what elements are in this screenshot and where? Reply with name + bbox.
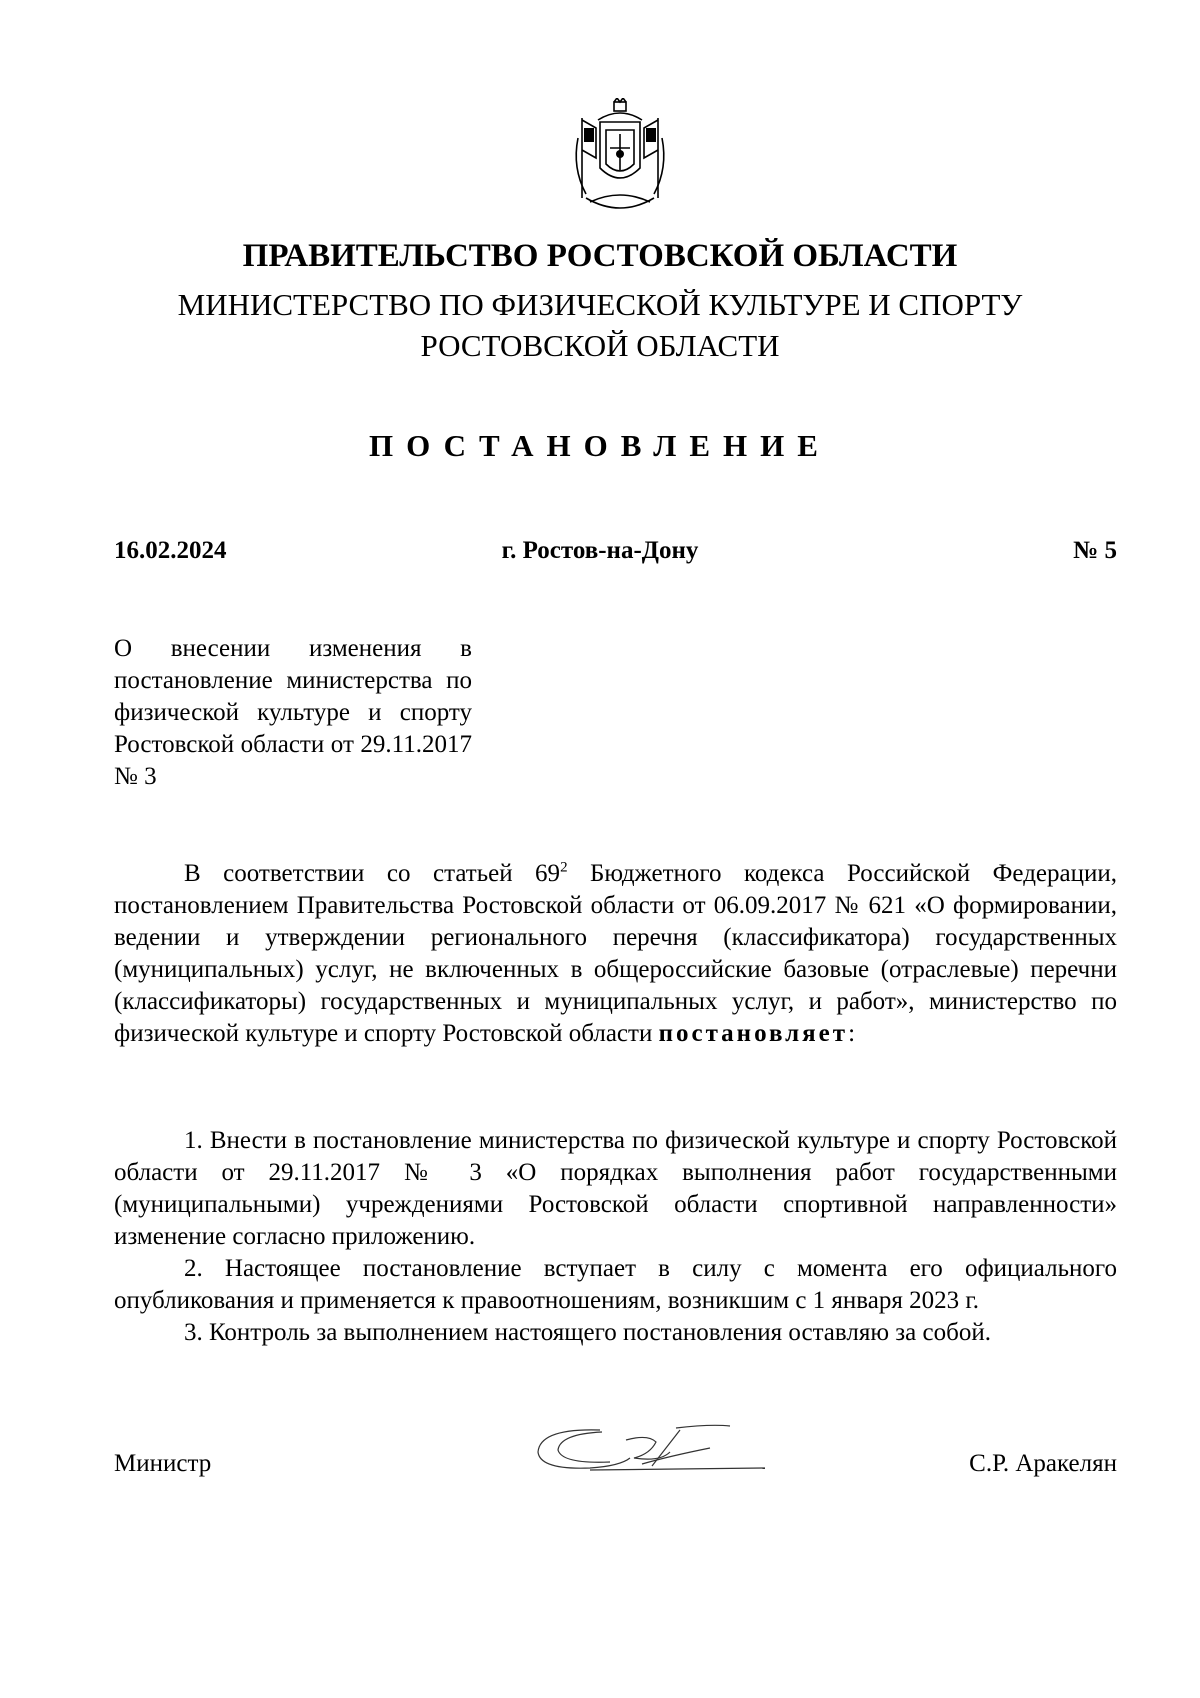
ministry-name (0, 284, 1200, 366)
document-number: № 5 (1073, 537, 1117, 564)
ministry-name-line2: РОСТОВСКОЙ ОБЛАСТИ (420, 328, 780, 363)
preamble-paragraph (114, 858, 1117, 1050)
resolution-item-2: 2. Настоящее постановление вступает в силу с момента его официального опубликования и применяется к правоотношениям, возникшим с 1 января 2023 г. (114, 1255, 1117, 1314)
coat-of-arms-emblem (570, 98, 670, 216)
preamble (114, 858, 1117, 1050)
preamble-text-start: В соответствии со статьей 69 (184, 860, 561, 887)
document-city: г. Ростов-на-Дону (501, 537, 699, 564)
article-superscript: 2 (560, 859, 568, 876)
ministry-name-line1: МИНИСТЕРСТВО ПО ФИЗИЧЕСКОЙ КУЛЬТУРЕ И СПОРТУ (177, 287, 1023, 322)
resolution-keyword: постановляет (658, 1020, 849, 1047)
preamble-text-end: : (848, 1020, 856, 1047)
resolution-item-1: 1. Внести в постановление министерства по физической культуре и спорту Ростовской области от 29.11.2017 № 3 «О порядках выполнения работ государственными (муниципальными) учреждениями Ростовской области спортивной направленности» изменение согласно приложению. (114, 1127, 1117, 1250)
resolution-items (114, 1125, 1117, 1349)
preamble-text-main: Бюджетного кодекса Российской Федерации, постановлением Правительства Ростовской области от 06.09.2017 № 621 «О формировании, ведении и утверждении регионального перечня (классификатора) государственных (муниципальных) услуг, не включенных в общероссийские базовые (отраслевые) перечни (классификаторы) государственных и муниципальных услуг, и работ», министерство по физической культуре и спорту Ростовской области (114, 860, 1117, 1047)
signatory-position: Министр (114, 1450, 212, 1477)
resolution-item-3: 3. Контроль за выполнением настоящего постановления оставляю за собой. (184, 1319, 991, 1346)
document-date: 16.02.2024 (114, 537, 227, 564)
government-title: ПРАВИТЕЛЬСТВО РОСТОВСКОЙ ОБЛАСТИ (242, 238, 958, 274)
handwritten-signature (530, 1418, 770, 1478)
document-subject: О внесении изменения в постановление министерства по физической культуре и спорту Ростовской области от 29.11.2017 № 3 (114, 635, 472, 790)
document-type: ПОСТАНОВЛЕНИЕ (369, 428, 831, 463)
signatory-name: С.Р. Аракелян (969, 1450, 1117, 1477)
